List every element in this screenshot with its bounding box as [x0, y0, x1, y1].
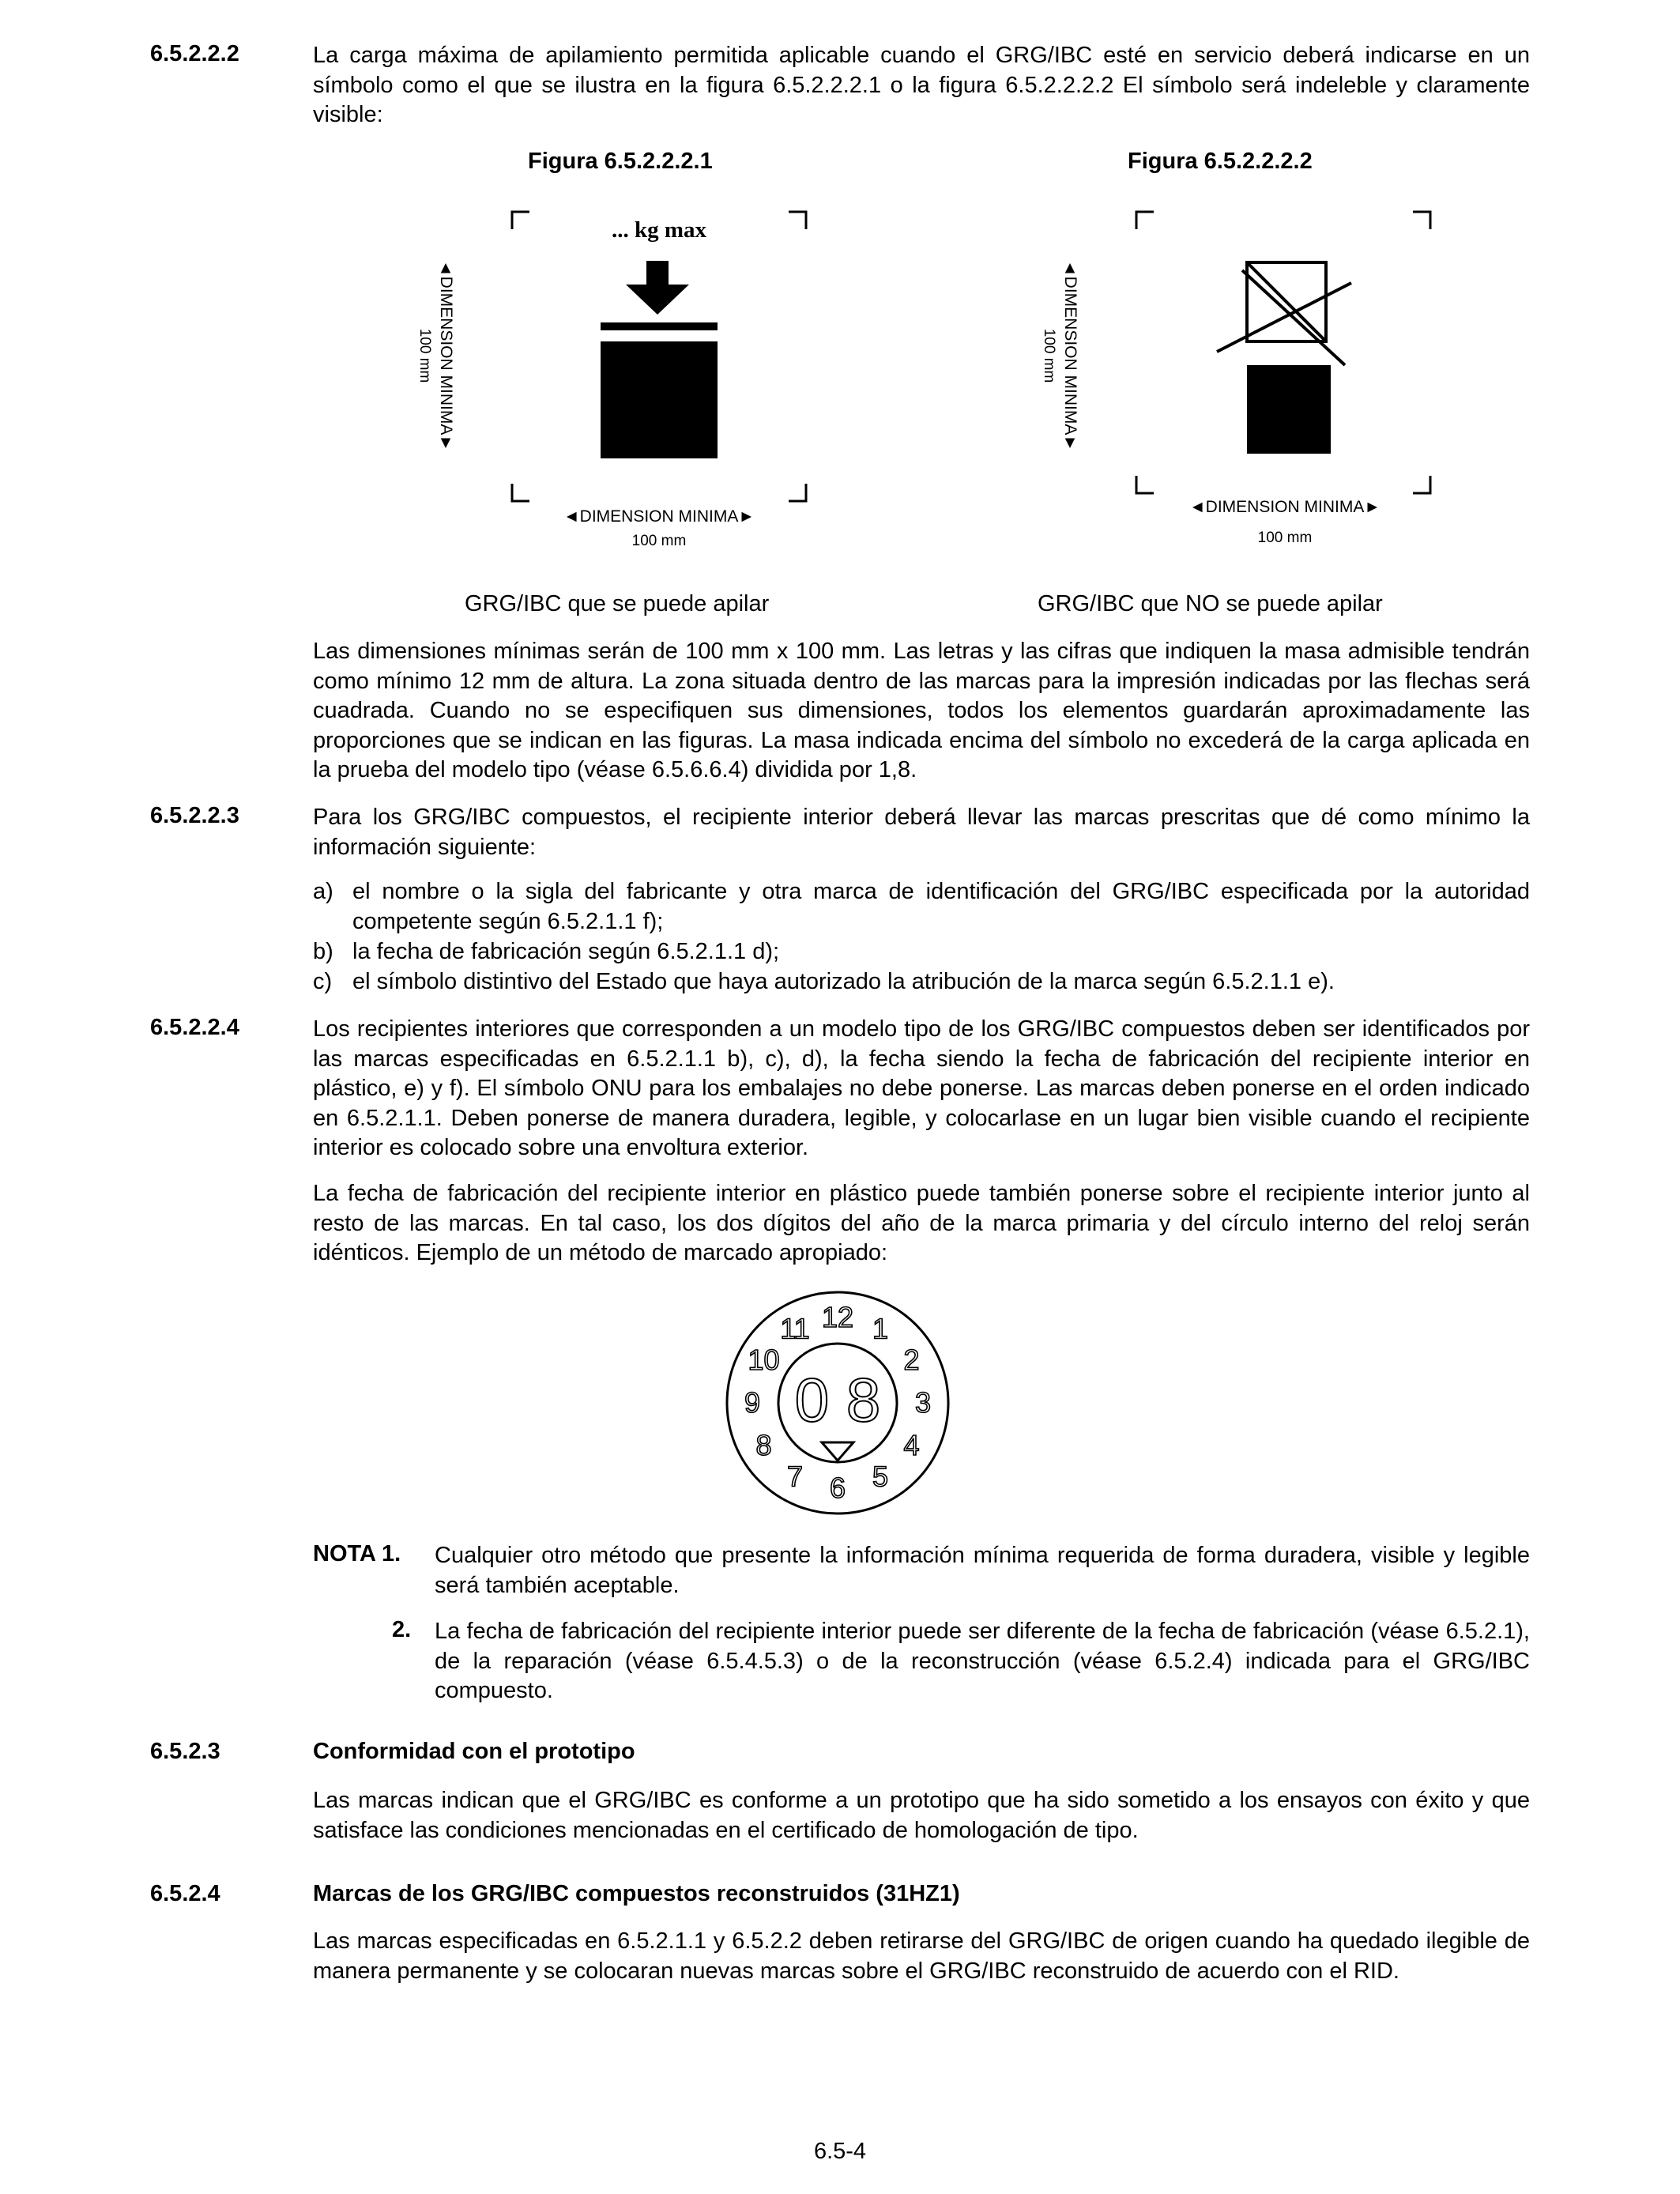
side-dimension-label: ◄DIMENSION MINIMA►	[437, 259, 455, 452]
list-text: el símbolo distintivo del Estado que haya autorizado la atribución de la marca según 6.5.2.1.1 e).	[352, 969, 1335, 994]
bottom-dimension-mm: 100 mm	[631, 533, 687, 549]
section-number-6-5-2-2-4: 6.5.2.2.4	[150, 1015, 239, 1040]
section-text-6-5-2-2-3: Para los GRG/IBC compuestos, el recipiente interior deberá llevar las marcas prescritas que dé como mínimo la información siguiente:	[313, 805, 1530, 860]
clock-pointer-triangle	[822, 1442, 853, 1461]
section-text-6-5-2-2-4: Los recipientes interiores que corresponden a un modelo tipo de los GRG/IBC compuestos deben ser identificados por las marcas especificadas en 6.5.2.1.1 b), c), d), la fecha siendo la fecha de fabricación del recipiente interior en plástico, e) y f). El símbolo ONU para los embalajes no debe ponerse. Las marcas deben ponerse en el orden indicado en 6.5.2.1.1. Deben ponerse de manera duradera, legible, y colocarlase en un lugar bien visible cuando el recipiente interior es colocado sobre una envoltura exterior.	[313, 1016, 1530, 1160]
corner-mark-top-left	[1136, 212, 1154, 229]
list-text: el nombre o la sigla del fabricante y otra marca de identificación del GRG/IBC especificada por la autoridad competente según 6.5.2.1.1 f);	[352, 879, 1530, 934]
note-2-label: 2.	[392, 1617, 412, 1642]
year-digits: 0 8	[794, 1365, 881, 1434]
clock-hour-11: 11	[780, 1312, 810, 1345]
clock-hour-7: 7	[786, 1460, 804, 1493]
side-dimension-label: ◄DIMENSION MINIMA►	[1061, 259, 1079, 452]
page-number: 6.5-4	[813, 2139, 867, 2164]
corner-mark-bottom-left	[512, 484, 529, 501]
section-heading-6-5-2-4: Marcas de los GRG/IBC compuestos reconstruidos (31HZ1)	[313, 1881, 960, 1906]
corner-mark-bottom-right	[789, 484, 806, 501]
note-2-text: La fecha de fabricación del recipiente interior puede ser diferente de la fecha de fabricación (véase 6.5.2.1), de la reparación (véase 6.5.4.5.3) o de la reconstrucción (véase 6.5.2.4) indicada para el GRG/IBC compuesto.	[435, 1619, 1530, 1703]
side-dimension-mm: 100 mm	[1041, 328, 1057, 383]
section-text-6-5-2-2-2: La carga máxima de apilamiento permitida aplicable cuando el GRG/IBC esté en servicio deberá indicarse en un símbolo como el que se ilustra en la figura 6.5.2.2.2.1 o la figura 6.5.2.2.2.2 El símbolo será indeleble y claramente visible:	[313, 43, 1530, 127]
arrow-shaft	[646, 261, 669, 286]
list-label: c)	[313, 969, 333, 994]
clock-hour-9: 9	[744, 1386, 761, 1419]
down-arrow-icon	[626, 285, 689, 315]
section-number-6-5-2-4: 6.5.2.4	[150, 1881, 220, 1906]
section-number-6-5-2-2-2: 6.5.2.2.2	[150, 41, 239, 66]
corner-mark-top-left	[512, 212, 529, 229]
ibc-box	[1247, 365, 1331, 454]
corner-mark-top-right	[789, 212, 806, 229]
clock-hour-12: 12	[821, 1301, 854, 1333]
corner-mark-top-right	[1413, 212, 1430, 229]
cross-line-3	[1242, 270, 1345, 365]
dimensions-paragraph: Las dimensiones mínimas serán de 100 mm x 100 mm. Las letras y las cifras que indiquen la masa admisible tendrán como mínimo 12 mm de altura. La zona situada dentro de las marcas para la impresión indicadas por las flechas será cuadrada. Cuando no se especifiquen sus dimensiones, todos los elementos guardarán aproximadamente las proporciones que se indican en las figuras. La masa indicada encima del símbolo no excederá de la carga aplicada en la prueba del modelo tipo (véase 6.5.6.6.4) dividida por 1,8.	[313, 639, 1530, 782]
section-text-6-5-2-4: Las marcas especificadas en 6.5.2.1.1 y 6.5.2.2 deben retirarse del GRG/IBC de origen cuando ha quedado ilegible de manera permanente y se colocaran nuevas marcas sobre el GRG/IBC reconstruido de acuerdo con el RID.	[313, 1928, 1530, 1984]
corner-mark-bottom-right	[1413, 476, 1430, 493]
list-item-b	[313, 937, 1530, 967]
figure-non-stackable-symbol	[1035, 198, 1462, 561]
figure-2-title: Figura 6.5.2.2.2.2	[1128, 149, 1313, 174]
list-item-a	[313, 877, 1530, 937]
side-dimension-mm: 100 mm	[416, 328, 433, 383]
section-heading-6-5-2-3: Conformidad con el prototipo	[313, 1739, 635, 1764]
load-bar	[601, 322, 718, 330]
clock-hour-8: 8	[755, 1429, 772, 1461]
clock-hour-10: 10	[748, 1344, 780, 1376]
clock-hour-6: 6	[829, 1472, 846, 1504]
clock-hour-2: 2	[903, 1344, 920, 1376]
kg-max-label: ... kg max	[611, 217, 707, 243]
figure-1-caption: GRG/IBC que se puede apilar	[465, 591, 770, 616]
corner-mark-bottom-left	[1136, 476, 1154, 493]
bottom-dimension-label: ◄DIMENSION MINIMA►	[563, 507, 755, 526]
clock-hour-1: 1	[872, 1312, 889, 1345]
section-number-6-5-2-2-3: 6.5.2.2.3	[150, 803, 239, 828]
section-text-6-5-2-3: Las marcas indican que el GRG/IBC es conforme a un prototipo que ha sido sometido a los ensayos con éxito y que satisface las condiciones mencionadas en el certificado de homologación de tipo.	[313, 1788, 1530, 1843]
date-clock-mark	[711, 1288, 964, 1517]
ibc-box	[601, 341, 718, 458]
bottom-dimension-label: ◄DIMENSION MINIMA►	[1188, 498, 1381, 516]
figure-2-caption: GRG/IBC que NO se puede apilar	[1038, 591, 1383, 616]
note-1-label: NOTA 1.	[313, 1541, 401, 1566]
bottom-dimension-mm: 100 mm	[1257, 530, 1313, 546]
list-label: a)	[313, 879, 333, 904]
clock-hour-4: 4	[903, 1429, 920, 1461]
note-1-text: Cualquier otro método que presente la información mínima requerida de forma duradera, visible y legible será también aceptable.	[435, 1543, 1530, 1598]
list-label: b)	[313, 939, 333, 964]
figure-stackable-symbol	[411, 198, 838, 561]
list-text: la fecha de fabricación según 6.5.2.1.1 d);	[352, 939, 780, 964]
clock-hour-3: 3	[914, 1386, 932, 1419]
section-text-6-5-2-2-4-second: La fecha de fabricación del recipiente interior en plástico puede también ponerse sobre el recipiente interior junto al resto de las marcas. En tal caso, los dos dígitos del año de la marca primaria y del círculo interno del reloj serán idénticos. Ejemplo de un método de marcado apropiado:	[313, 1181, 1530, 1265]
section-number-6-5-2-3: 6.5.2.3	[150, 1739, 220, 1764]
clock-hour-5: 5	[872, 1460, 889, 1493]
list-item-c	[313, 967, 1530, 997]
figure-1-title: Figura 6.5.2.2.2.1	[528, 149, 713, 174]
